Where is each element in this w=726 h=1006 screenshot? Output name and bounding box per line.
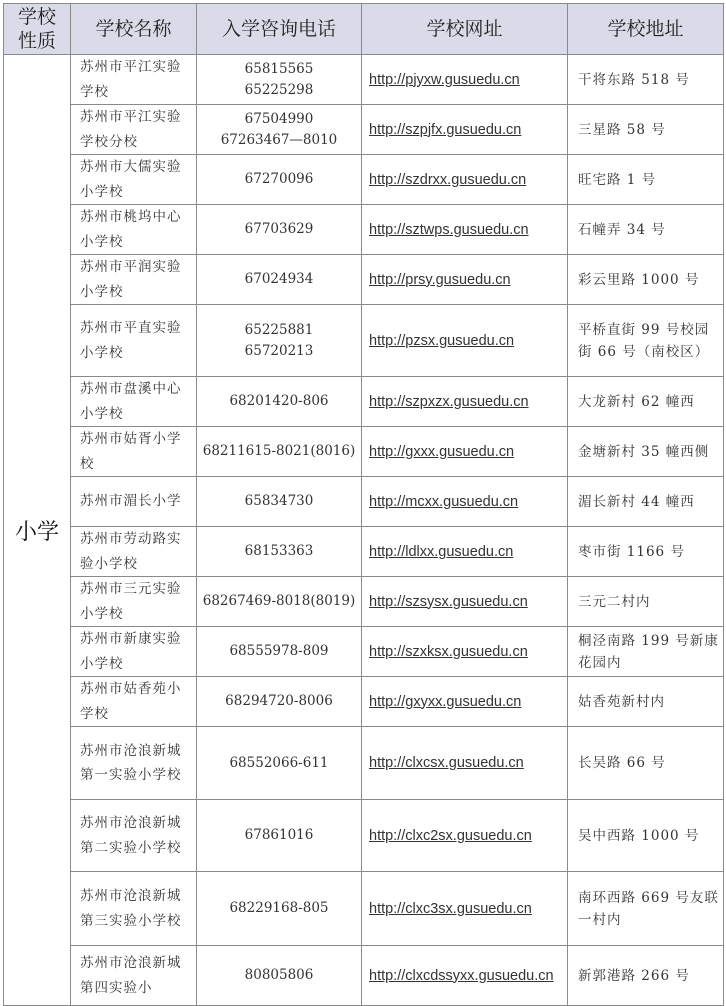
school-address: 三星路 58 号 xyxy=(568,105,724,155)
header-school-type: 学校 性质 xyxy=(4,4,71,55)
school-name: 苏州市平江实验学校 xyxy=(71,55,197,105)
header-website: 学校网址 xyxy=(362,4,568,55)
table-header xyxy=(4,4,724,55)
phone-cell xyxy=(197,800,362,872)
table-row xyxy=(4,155,724,205)
website-cell xyxy=(362,477,568,527)
school-name: 苏州市劳动路实验小学校 xyxy=(71,527,197,577)
phone-cell xyxy=(197,872,362,946)
phone-number: 65225881 xyxy=(244,321,314,338)
school-table xyxy=(3,3,724,1006)
header-row xyxy=(4,4,724,55)
school-name: 苏州市平江实验学校分校 xyxy=(71,105,197,155)
school-address: 湄长新村 44 幢西 xyxy=(568,477,724,527)
website-link[interactable]: http://clxc3sx.gusuedu.cn xyxy=(369,900,532,917)
phone-cell xyxy=(197,205,362,255)
school-name: 苏州市沧浪新城第一实验小学校 xyxy=(71,727,197,800)
phone-number: 65815565 xyxy=(244,60,314,77)
phone-cell xyxy=(197,477,362,527)
website-link[interactable]: http://szpjfx.gusuedu.cn xyxy=(369,121,522,138)
website-cell xyxy=(362,377,568,427)
table-row xyxy=(4,577,724,627)
school-name: 苏州市姑香苑小学校 xyxy=(71,677,197,727)
phone-cell xyxy=(197,105,362,155)
website-link[interactable]: http://pjyxw.gusuedu.cn xyxy=(369,71,520,88)
table-row xyxy=(4,477,724,527)
phone-cell xyxy=(197,427,362,477)
phone-number: 80805806 xyxy=(244,967,314,983)
phone-cell xyxy=(197,577,362,627)
school-name: 苏州市沧浪新城第二实验小学校 xyxy=(71,800,197,872)
phone-cell xyxy=(197,377,362,427)
school-name: 苏州市盘溪中心小学校 xyxy=(71,377,197,427)
website-cell xyxy=(362,55,568,105)
phone-number: 65225298 xyxy=(244,81,314,98)
table-row xyxy=(4,205,724,255)
website-cell xyxy=(362,155,568,205)
phone-number: 67263467—8010 xyxy=(220,131,338,148)
website-cell xyxy=(362,800,568,872)
website-link[interactable]: http://sztwps.gusuedu.cn xyxy=(369,221,529,238)
header-school-name: 学校名称 xyxy=(71,4,197,55)
table-row xyxy=(4,946,724,1006)
table-row xyxy=(4,377,724,427)
school-address: 金塘新村 35 幢西侧 xyxy=(568,427,724,477)
phone-number: 68294720-8006 xyxy=(225,693,333,709)
website-link[interactable]: http://ldlxx.gusuedu.cn xyxy=(369,543,514,560)
school-name: 苏州市平润实验小学校 xyxy=(71,255,197,305)
phone-number: 67504990 xyxy=(244,110,314,127)
phone-cell xyxy=(197,305,362,377)
table-row xyxy=(4,727,724,800)
website-link[interactable]: http://gxxx.gusuedu.cn xyxy=(369,443,515,460)
phone-number: 67861016 xyxy=(244,827,314,843)
school-address: 姑香苑新村内 xyxy=(568,677,724,727)
school-address: 石幢弄 34 号 xyxy=(568,205,724,255)
table-row xyxy=(4,677,724,727)
school-address: 三元二村内 xyxy=(568,577,724,627)
school-address: 长吴路 66 号 xyxy=(568,727,724,800)
phone-number: 68153363 xyxy=(244,543,314,559)
website-cell xyxy=(362,677,568,727)
phone-cell xyxy=(197,677,362,727)
header-phone: 入学咨询电话 xyxy=(197,4,362,55)
school-name: 苏州市平直实验小学校 xyxy=(71,305,197,377)
school-address: 枣市街 1166 号 xyxy=(568,527,724,577)
website-cell xyxy=(362,627,568,677)
phone-number: 68552066-611 xyxy=(229,754,329,771)
website-link[interactable]: http://clxcdssyxx.gusuedu.cn xyxy=(369,967,554,984)
school-name: 苏州市姑胥小学校 xyxy=(71,427,197,477)
school-address: 平桥直街 99 号校园街 66 号（南校区） xyxy=(568,305,724,377)
school-name: 苏州市湄长小学 xyxy=(71,477,197,527)
school-address: 桐泾南路 199 号新康花园内 xyxy=(568,627,724,677)
school-name: 苏州市沧浪新城第三实验小学校 xyxy=(71,872,197,946)
table-row xyxy=(4,800,724,872)
phone-number: 68555978-809 xyxy=(229,643,329,659)
website-cell xyxy=(362,305,568,377)
phone-number: 67270096 xyxy=(244,171,314,187)
phone-cell xyxy=(197,55,362,105)
phone-number: 65834730 xyxy=(244,493,314,509)
website-cell xyxy=(362,255,568,305)
website-link[interactable]: http://szsysx.gusuedu.cn xyxy=(369,593,528,610)
phone-cell xyxy=(197,527,362,577)
website-link[interactable]: http://clxc2sx.gusuedu.cn xyxy=(369,827,532,844)
school-name: 苏州市大儒实验小学校 xyxy=(71,155,197,205)
phone-number: 68211615-8021(8016) xyxy=(202,443,356,459)
website-link[interactable]: http://szxksx.gusuedu.cn xyxy=(369,643,528,660)
table-row xyxy=(4,255,724,305)
school-address: 彩云里路 1000 号 xyxy=(568,255,724,305)
table-row xyxy=(4,305,724,377)
school-address: 干将东路 518 号 xyxy=(568,55,724,105)
phone-number: 67024934 xyxy=(244,271,314,287)
table-row xyxy=(4,427,724,477)
phone-number: 68229168-805 xyxy=(229,900,329,916)
website-cell xyxy=(362,872,568,946)
phone-number: 68201420-806 xyxy=(229,393,329,409)
school-name: 苏州市新康实验小学校 xyxy=(71,627,197,677)
school-type-cell: 小学 xyxy=(4,55,71,1006)
school-name: 苏州市三元实验小学校 xyxy=(71,577,197,627)
website-link[interactable]: http://pzsx.gusuedu.cn xyxy=(369,332,515,349)
website-cell xyxy=(362,577,568,627)
website-cell xyxy=(362,105,568,155)
website-cell xyxy=(362,946,568,1006)
school-name: 苏州市桃坞中心小学校 xyxy=(71,205,197,255)
website-cell xyxy=(362,427,568,477)
table-body xyxy=(4,55,724,1006)
website-link[interactable]: http://prsy.gusuedu.cn xyxy=(369,271,511,288)
phone-number: 65720213 xyxy=(244,342,314,359)
school-address: 吴中西路 1000 号 xyxy=(568,800,724,872)
website-cell xyxy=(362,527,568,577)
website-cell xyxy=(362,727,568,800)
header-address: 学校地址 xyxy=(568,4,724,55)
table-row xyxy=(4,527,724,577)
table-row xyxy=(4,872,724,946)
website-link[interactable]: http://szdrxx.gusuedu.cn xyxy=(369,171,527,188)
website-cell xyxy=(362,205,568,255)
school-name: 苏州市沧浪新城第四实验小 xyxy=(71,946,197,1006)
school-address: 旺宅路 1 号 xyxy=(568,155,724,205)
website-link[interactable]: http://gxyxx.gusuedu.cn xyxy=(369,693,522,710)
phone-cell xyxy=(197,946,362,1006)
school-address: 南环西路 669 号友联一村内 xyxy=(568,872,724,946)
school-address: 大龙新村 62 幢西 xyxy=(568,377,724,427)
phone-cell xyxy=(197,255,362,305)
table-row xyxy=(4,627,724,677)
phone-cell xyxy=(197,627,362,677)
website-link[interactable]: http://clxcsx.gusuedu.cn xyxy=(369,755,524,771)
website-link[interactable]: http://mcxx.gusuedu.cn xyxy=(369,493,519,510)
table-row xyxy=(4,55,724,105)
table-row xyxy=(4,105,724,155)
phone-number: 67703629 xyxy=(244,221,314,237)
phone-number: 68267469-8018(8019) xyxy=(202,593,356,609)
phone-cell xyxy=(197,727,362,800)
school-address: 新郭港路 266 号 xyxy=(568,946,724,1006)
website-link[interactable]: http://szpxzx.gusuedu.cn xyxy=(369,393,529,410)
phone-cell xyxy=(197,155,362,205)
